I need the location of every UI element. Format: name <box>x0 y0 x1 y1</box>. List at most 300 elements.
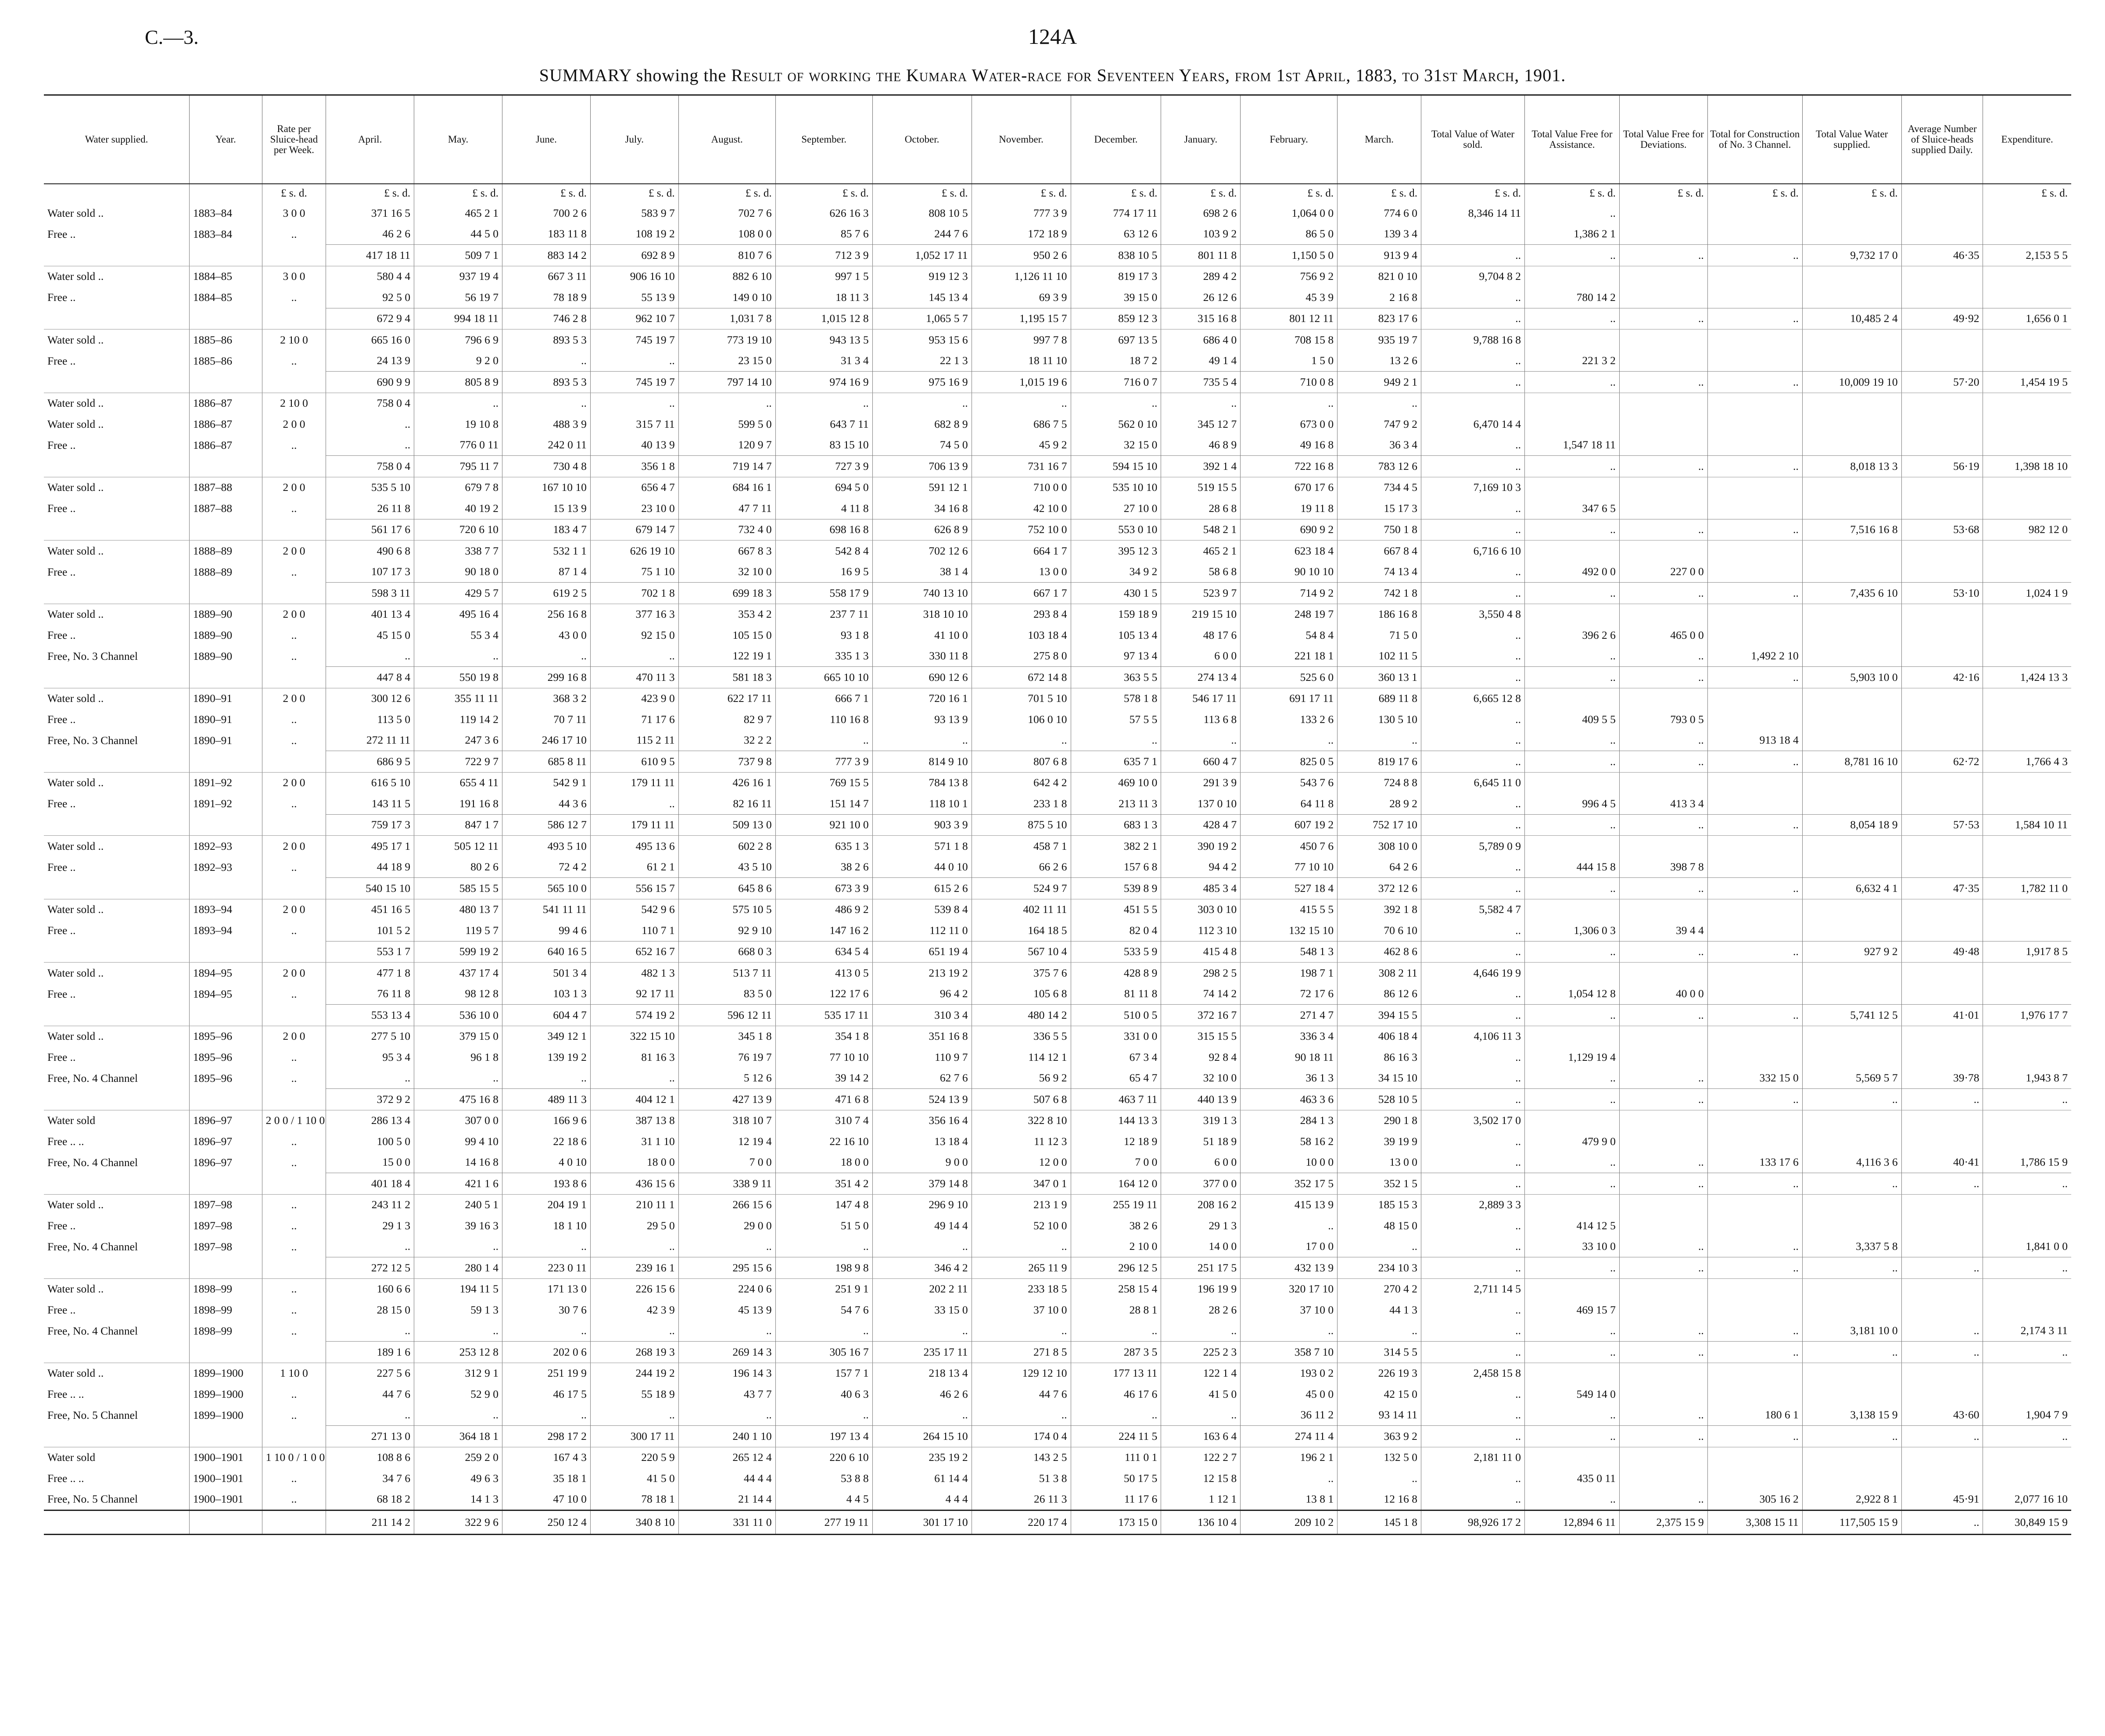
empty-cell <box>189 1342 262 1363</box>
table-cell: .. <box>262 625 326 646</box>
table-cell: Free .. <box>47 628 76 641</box>
table-cell <box>1707 1363 1802 1384</box>
table-row <box>44 203 2071 224</box>
table-cell: 906 16 10 <box>590 266 678 287</box>
table-cell <box>1707 920 1802 941</box>
table-cell: .. <box>262 1405 326 1426</box>
table-cell: Water sold <box>47 1114 96 1127</box>
total-cell: 1,065 5 7 <box>872 308 972 329</box>
page-number: 124A <box>1028 24 1077 49</box>
total-cell: 1,584 10 11 <box>1983 814 2071 836</box>
total-cell: .. <box>1707 245 1802 266</box>
table-cell <box>1802 1026 1901 1047</box>
total-cell: 567 10 4 <box>972 941 1071 963</box>
table-cell <box>1802 562 1901 583</box>
table-cell: 1886–87 <box>189 435 262 456</box>
total-cell: 352 17 5 <box>1241 1173 1338 1195</box>
total-cell: 49·92 <box>1901 308 1983 329</box>
table-cell: 18 11 3 <box>775 287 872 308</box>
table-cell <box>1707 1299 1802 1321</box>
table-cell: 95 3 4 <box>326 1047 414 1068</box>
table-cell: 465 0 0 <box>1619 625 1707 646</box>
total-cell: .. <box>1707 814 1802 836</box>
table-cell: 469 10 0 <box>1071 772 1161 793</box>
total-cell: 699 18 3 <box>678 583 775 604</box>
table-cell: 1,943 8 7 <box>1983 1068 2071 1089</box>
table-cell: .. <box>1707 1321 1802 1342</box>
table-cell: .. <box>1338 1236 1421 1257</box>
table-cell: 31 3 4 <box>775 351 872 372</box>
table-cell <box>1619 498 1707 519</box>
total-cell: 12,894 6 11 <box>1524 1510 1619 1535</box>
total-cell: 797 14 10 <box>678 372 775 393</box>
table-cell: .. <box>775 1321 872 1342</box>
table-cell: .. <box>262 857 326 878</box>
total-cell: 732 4 0 <box>678 519 775 540</box>
total-cell: 742 1 8 <box>1338 583 1421 604</box>
table-cell: 458 7 1 <box>972 836 1071 857</box>
table-cell <box>1901 857 1983 878</box>
table-cell: 92 17 11 <box>590 984 678 1005</box>
table-body <box>44 184 2071 1535</box>
table-cell: 83 15 10 <box>775 435 872 456</box>
table-cell: .. <box>1421 1384 1524 1405</box>
table-cell <box>1901 477 1983 498</box>
table-cell: 1886–87 <box>189 414 262 435</box>
table-row <box>44 709 2071 730</box>
table-cell: 758 0 4 <box>326 393 414 414</box>
total-cell: 480 14 2 <box>972 1005 1071 1026</box>
table-cell: .. <box>326 1236 414 1257</box>
total-cell: .. <box>1619 667 1707 688</box>
table-cell: 53 8 8 <box>775 1468 872 1489</box>
table-cell: 118 10 1 <box>872 793 972 814</box>
table-cell: 196 2 1 <box>1241 1447 1338 1468</box>
table-cell: 270 4 2 <box>1338 1278 1421 1299</box>
table-cell: 3,502 17 0 <box>1421 1110 1524 1131</box>
table-cell: 44 4 4 <box>678 1468 775 1489</box>
table-cell: .. <box>262 1068 326 1089</box>
total-cell: 62·72 <box>1901 751 1983 773</box>
table-cell: Free, No. 4 Channel <box>47 1324 138 1337</box>
table-cell: .. <box>326 646 414 667</box>
table-cell: 40 0 0 <box>1619 984 1707 1005</box>
table-cell: Free .. <box>47 712 76 726</box>
total-cell: 539 8 9 <box>1071 878 1161 899</box>
table-cell <box>1901 836 1983 857</box>
table-cell: 413 0 5 <box>775 963 872 984</box>
total-cell: .. <box>1707 456 1802 477</box>
total-cell: 524 9 7 <box>972 878 1071 899</box>
table-cell <box>1619 772 1707 793</box>
table-cell <box>1524 1194 1619 1215</box>
total-cell: 615 2 6 <box>872 878 972 899</box>
table-cell: 71 5 0 <box>1338 625 1421 646</box>
table-cell: 4 0 10 <box>502 1152 590 1173</box>
table-cell: 444 15 8 <box>1524 857 1619 878</box>
table-cell: Free .. <box>47 1303 76 1316</box>
table-cell: Free .. <box>47 1219 76 1232</box>
total-cell: 635 7 1 <box>1071 751 1161 773</box>
table-cell: 44 5 0 <box>414 224 502 245</box>
table-cell: 7,169 10 3 <box>1421 477 1524 498</box>
total-cell: .. <box>1524 878 1619 899</box>
table-cell: 1 12 1 <box>1161 1489 1241 1510</box>
table-cell <box>1901 1384 1983 1405</box>
total-cell: 548 2 1 <box>1161 519 1241 540</box>
table-cell: .. <box>972 730 1071 751</box>
table-cell: 1,904 7 9 <box>1983 1405 2071 1426</box>
table-cell: 1896–97 <box>189 1131 262 1152</box>
table-cell: 105 15 0 <box>678 625 775 646</box>
column-header: May. <box>414 95 502 184</box>
table-cell: 1894–95 <box>189 963 262 984</box>
total-row <box>44 941 2071 963</box>
table-cell: 793 0 5 <box>1619 709 1707 730</box>
table-cell: 74 5 0 <box>872 435 972 456</box>
total-cell: 690 12 6 <box>872 667 972 688</box>
table-cell <box>1901 498 1983 519</box>
total-cell: 310 3 4 <box>872 1005 972 1026</box>
table-cell <box>1983 435 2071 456</box>
table-cell: 571 1 8 <box>872 836 972 857</box>
table-cell <box>1802 1447 1901 1468</box>
empty-cell <box>189 308 262 329</box>
table-cell: 300 12 6 <box>326 688 414 709</box>
table-cell: 4,116 3 6 <box>1802 1152 1901 1173</box>
table-cell: 1889–90 <box>189 625 262 646</box>
table-cell: 244 19 2 <box>590 1363 678 1384</box>
table-cell: .. <box>1421 498 1524 519</box>
total-cell: 56·19 <box>1901 456 1983 477</box>
table-cell <box>1524 1447 1619 1468</box>
table-cell: 2 0 0 <box>262 414 326 435</box>
table-cell: 2 16 8 <box>1338 287 1421 308</box>
table-cell: .. <box>262 1468 326 1489</box>
table-cell: 65 4 7 <box>1071 1068 1161 1089</box>
table-cell <box>1802 1215 1901 1236</box>
table-cell: 345 12 7 <box>1161 414 1241 435</box>
table-cell: 92 5 0 <box>326 287 414 308</box>
table-cell: 286 13 4 <box>326 1110 414 1131</box>
total-cell: .. <box>1421 1089 1524 1110</box>
table-cell <box>1901 224 1983 245</box>
table-cell: 46 17 5 <box>502 1384 590 1405</box>
table-cell: .. <box>1161 1321 1241 1342</box>
total-row <box>44 456 2071 477</box>
table-row <box>44 1194 2071 1215</box>
table-cell: 143 11 5 <box>326 793 414 814</box>
total-cell: 651 19 4 <box>872 941 972 963</box>
column-header: January. <box>1161 95 1241 184</box>
total-cell: 561 17 6 <box>326 519 414 540</box>
table-cell <box>1802 730 1901 751</box>
total-cell: 485 3 4 <box>1161 878 1241 899</box>
table-cell: 113 6 8 <box>1161 709 1241 730</box>
table-cell: 15 13 9 <box>502 498 590 519</box>
table-cell <box>1983 287 2071 308</box>
table-cell <box>1619 963 1707 984</box>
column-header: Year. <box>189 95 262 184</box>
table-cell: 58 6 8 <box>1161 562 1241 583</box>
total-cell: 447 8 4 <box>326 667 414 688</box>
table-cell: 2,077 16 10 <box>1983 1489 2071 1510</box>
total-cell: .. <box>1707 308 1802 329</box>
total-cell: 565 10 0 <box>502 878 590 899</box>
table-cell: Free, No. 4 Channel <box>47 1071 138 1085</box>
table-cell: 1889–90 <box>189 604 262 625</box>
total-cell: 535 17 11 <box>775 1005 872 1026</box>
table-cell: 41 10 0 <box>872 625 972 646</box>
total-cell: .. <box>1524 814 1619 836</box>
table-cell: 99 4 10 <box>414 1131 502 1152</box>
table-cell: 2 0 0 <box>262 1026 326 1047</box>
table-cell: 2,458 15 8 <box>1421 1363 1524 1384</box>
table-cell <box>1802 287 1901 308</box>
table-row <box>44 1384 2071 1405</box>
table-cell: .. <box>502 1321 590 1342</box>
total-row <box>44 372 2071 393</box>
total-cell: .. <box>1983 1342 2071 1363</box>
table-cell: 213 1 9 <box>972 1194 1071 1215</box>
empty-cell <box>262 308 326 329</box>
column-header: October. <box>872 95 972 184</box>
table-cell: 535 5 10 <box>326 477 414 498</box>
table-cell: .. <box>590 393 678 414</box>
empty-cell <box>44 245 189 266</box>
table-cell: .. <box>262 1278 326 1299</box>
table-cell: Free .. .. <box>47 1387 84 1400</box>
table-cell: 72 17 6 <box>1241 984 1338 1005</box>
table-cell: 120 9 7 <box>678 435 775 456</box>
table-cell <box>1802 266 1901 287</box>
empty-cell <box>262 667 326 688</box>
total-cell: 164 12 0 <box>1071 1173 1161 1195</box>
table-cell: 426 16 1 <box>678 772 775 793</box>
table-cell: £ s. d. <box>1338 184 1421 203</box>
empty-cell <box>262 941 326 963</box>
table-cell: 289 4 2 <box>1161 266 1241 287</box>
total-cell: 626 8 9 <box>872 519 972 540</box>
total-cell: .. <box>1524 519 1619 540</box>
table-cell: 1883–84 <box>189 203 262 224</box>
table-cell: .. <box>1421 1405 1524 1426</box>
table-cell: .. <box>1338 393 1421 414</box>
total-cell: 2,153 5 5 <box>1983 245 2071 266</box>
table-cell: .. <box>590 793 678 814</box>
table-cell: 93 1 8 <box>775 625 872 646</box>
table-cell <box>1619 1194 1707 1215</box>
total-cell: 690 9 2 <box>1241 519 1338 540</box>
table-cell: .. <box>326 1405 414 1426</box>
table-cell: 322 15 10 <box>590 1026 678 1047</box>
table-cell: 1893–94 <box>189 920 262 941</box>
total-cell: 299 16 8 <box>502 667 590 688</box>
total-cell: 145 1 8 <box>1338 1510 1421 1535</box>
table-cell: 4,646 19 9 <box>1421 963 1524 984</box>
table-cell: 486 9 2 <box>775 899 872 920</box>
table-cell: 110 16 8 <box>775 709 872 730</box>
table-cell: .. <box>1524 1068 1619 1089</box>
table-cell: 85 7 6 <box>775 224 872 245</box>
empty-cell <box>189 1005 262 1026</box>
column-header: August. <box>678 95 775 184</box>
table-cell: 665 16 0 <box>326 329 414 351</box>
table-cell: .. <box>262 1489 326 1510</box>
table-cell: 34 16 8 <box>872 498 972 519</box>
table-cell: 312 9 1 <box>414 1363 502 1384</box>
table-cell: 395 12 3 <box>1071 540 1161 562</box>
total-cell: 974 16 9 <box>775 372 872 393</box>
total-cell: 1,976 17 7 <box>1983 1005 2071 1026</box>
total-row <box>44 245 2071 266</box>
table-cell: .. <box>1421 435 1524 456</box>
table-cell: 9,788 16 8 <box>1421 329 1524 351</box>
table-cell: 320 17 10 <box>1241 1278 1338 1299</box>
total-cell: 274 11 4 <box>1241 1426 1338 1447</box>
total-cell: 173 15 0 <box>1071 1510 1161 1535</box>
table-cell: 28 8 1 <box>1071 1299 1161 1321</box>
table-cell: .. <box>262 498 326 519</box>
table-cell: 643 7 11 <box>775 414 872 435</box>
total-cell: 117,505 15 9 <box>1802 1510 1901 1535</box>
table-cell: 542 9 6 <box>590 899 678 920</box>
table-cell: .. <box>1421 1068 1524 1089</box>
total-cell: 8,781 16 10 <box>1802 751 1901 773</box>
table-cell: 953 15 6 <box>872 329 972 351</box>
total-cell: 10,485 2 4 <box>1802 308 1901 329</box>
total-cell: .. <box>1619 941 1707 963</box>
table-cell <box>1619 329 1707 351</box>
table-cell: 1897–98 <box>189 1215 262 1236</box>
table-cell: 14 1 3 <box>414 1489 502 1510</box>
table-cell <box>1707 351 1802 372</box>
table-cell: 492 0 0 <box>1524 562 1619 583</box>
table-cell <box>1901 1236 1983 1257</box>
table-cell: 893 5 3 <box>502 329 590 351</box>
table-cell <box>1901 899 1983 920</box>
table-cell: 14 0 0 <box>1161 1236 1241 1257</box>
table-cell: .. <box>678 1405 775 1426</box>
column-header: Total Value Free for Deviations. <box>1619 95 1707 184</box>
table-cell: 34 15 10 <box>1338 1068 1421 1089</box>
table-cell: 13 8 1 <box>1241 1489 1338 1510</box>
total-cell: .. <box>1619 1426 1707 1447</box>
table-cell: 218 13 4 <box>872 1363 972 1384</box>
table-cell <box>1901 435 1983 456</box>
table-cell: 119 14 2 <box>414 709 502 730</box>
table-cell: .. <box>326 414 414 435</box>
table-cell: 191 16 8 <box>414 793 502 814</box>
table-cell: 122 1 4 <box>1161 1363 1241 1384</box>
table-cell <box>1619 1215 1707 1236</box>
total-cell: .. <box>1802 1089 1901 1110</box>
total-cell: 722 9 7 <box>414 751 502 773</box>
total-cell: .. <box>1707 751 1802 773</box>
table-cell: 213 11 3 <box>1071 793 1161 814</box>
table-cell: 1897–98 <box>189 1194 262 1215</box>
table-cell: Water sold .. <box>47 417 104 430</box>
total-cell: 41·01 <box>1901 1005 1983 1026</box>
table-cell: 251 9 1 <box>775 1278 872 1299</box>
table-cell: 132 15 10 <box>1241 920 1338 941</box>
total-cell: .. <box>1901 1089 1983 1110</box>
table-cell: .. <box>262 351 326 372</box>
total-row <box>44 667 2071 688</box>
table-cell: 701 5 10 <box>972 688 1071 709</box>
table-cell: 64 2 6 <box>1338 857 1421 878</box>
total-cell: 42·16 <box>1901 667 1983 688</box>
table-cell: .. <box>775 393 872 414</box>
table-cell: 11 12 3 <box>972 1131 1071 1152</box>
total-cell: 136 10 4 <box>1161 1510 1241 1535</box>
table-cell: .. <box>1619 1152 1707 1173</box>
table-cell: 1897–98 <box>189 1236 262 1257</box>
total-cell: 470 11 3 <box>590 667 678 688</box>
table-cell: 5,582 4 7 <box>1421 899 1524 920</box>
table-cell: 40 13 9 <box>590 435 678 456</box>
table-cell <box>1983 1110 2071 1131</box>
total-cell: 801 11 8 <box>1161 245 1241 266</box>
table-cell: 41 5 0 <box>590 1468 678 1489</box>
empty-cell <box>44 456 189 477</box>
table-cell <box>1901 1026 1983 1047</box>
total-cell: 53·68 <box>1901 519 1983 540</box>
table-cell <box>1802 498 1901 519</box>
total-cell: .. <box>1707 667 1802 688</box>
table-cell: 1888–89 <box>189 562 262 583</box>
table-cell: 532 1 1 <box>502 540 590 562</box>
table-cell: 275 8 0 <box>972 646 1071 667</box>
table-cell: 18 1 10 <box>502 1215 590 1236</box>
table-cell: 36 3 4 <box>1338 435 1421 456</box>
total-cell: .. <box>1707 372 1802 393</box>
table-cell <box>1524 477 1619 498</box>
table-cell: .. <box>1619 1405 1707 1426</box>
table-cell: 349 12 1 <box>502 1026 590 1047</box>
table-cell: 16 9 5 <box>775 562 872 583</box>
empty-cell <box>262 751 326 773</box>
table-row <box>44 1068 2071 1089</box>
table-cell: .. <box>1421 793 1524 814</box>
total-cell: 352 1 5 <box>1338 1173 1421 1195</box>
table-cell: 1883–84 <box>189 224 262 245</box>
total-cell: 8,054 18 9 <box>1802 814 1901 836</box>
table-cell <box>1707 477 1802 498</box>
table-cell: 919 12 3 <box>872 266 972 287</box>
table-cell: .. <box>1524 1405 1619 1426</box>
table-cell: 28 2 6 <box>1161 1299 1241 1321</box>
table-cell: 40 6 3 <box>775 1384 872 1405</box>
table-cell: 635 1 3 <box>775 836 872 857</box>
total-cell: 660 4 7 <box>1161 751 1241 773</box>
total-cell: 740 13 10 <box>872 583 972 604</box>
table-cell <box>1901 1047 1983 1068</box>
table-cell: .. <box>972 1405 1071 1426</box>
total-cell: 428 4 7 <box>1161 814 1241 836</box>
total-cell: 672 9 4 <box>326 308 414 329</box>
table-cell: 505 12 11 <box>414 836 502 857</box>
total-cell: 921 10 0 <box>775 814 872 836</box>
table-cell: 29 1 3 <box>326 1215 414 1236</box>
table-cell: .. <box>502 351 590 372</box>
table-cell <box>1901 414 1983 435</box>
table-cell <box>1983 1468 2071 1489</box>
table-cell: 157 7 1 <box>775 1363 872 1384</box>
table-cell: 336 5 5 <box>972 1026 1071 1047</box>
total-cell: .. <box>1524 1257 1619 1279</box>
table-cell <box>1983 540 2071 562</box>
